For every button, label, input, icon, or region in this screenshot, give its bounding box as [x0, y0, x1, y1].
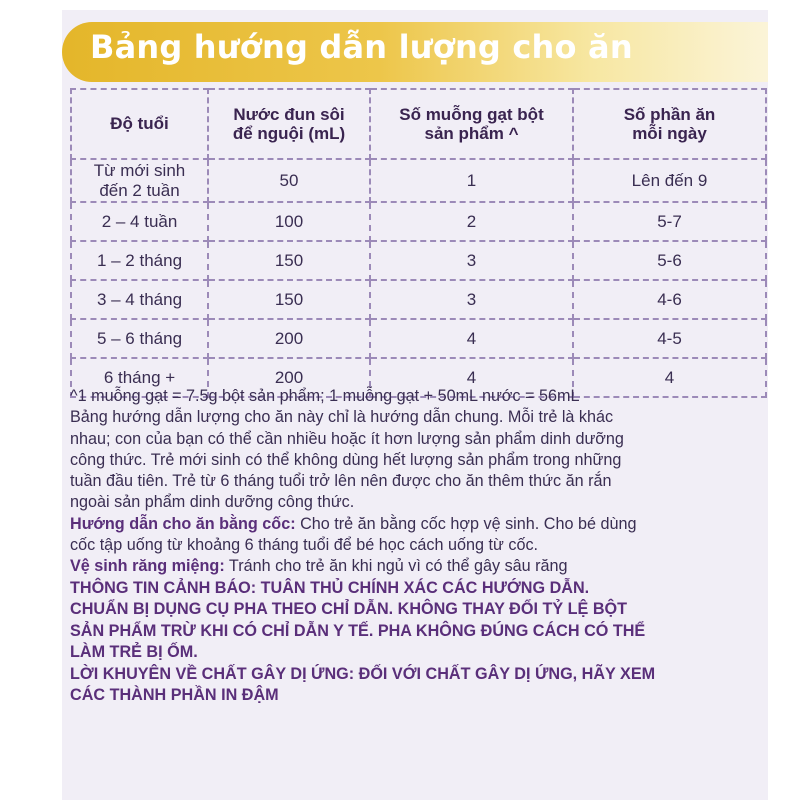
cell-feeds: 5-6: [573, 241, 766, 280]
cell-scoops: 1: [370, 159, 573, 202]
header-scoops: Số muỗng gạt bột sản phẩm ^: [370, 89, 573, 159]
cup-feeding-paragraph: Hướng dẫn cho ăn bằng cốc: Cho trẻ ăn bằng cốc hợp vệ sinh. Cho bé dùng cốc tập uống từ khoảng 6 tháng tuổi để bé học cách uống từ cốc.: [70, 514, 637, 555]
allergy-paragraph: LỜI KHUYÊN VỀ CHẤT GÂY DỊ ỨNG: ĐỐI VỚI CHẤT GÂY DỊ ỨNG, HÃY XEM CÁC THÀNH PHẦN IN ĐẬM: [70, 664, 656, 705]
cell-scoops: 3: [370, 280, 573, 319]
cell-water: 150: [208, 241, 370, 280]
header-age: Độ tuổi: [71, 89, 208, 159]
cup-feeding-label: Hướng dẫn cho ăn bằng cốc:: [70, 514, 296, 533]
cell-feeds: 4-6: [573, 280, 766, 319]
table-row: [71, 241, 766, 280]
oral-hygiene-label: Vệ sinh răng miệng:: [70, 557, 225, 576]
table-row: [71, 202, 766, 241]
cell-age: 6 tháng +: [71, 358, 208, 397]
cell-scoops: 3: [370, 241, 573, 280]
table-row: [71, 159, 766, 202]
scoop-note: ^1 muỗng gạt = 7.5g bột sản phẩm; 1 muỗng gạt + 50mL nước = 56mL: [70, 387, 580, 405]
header-feeds: Số phần ăn mỗi ngày: [573, 89, 766, 159]
cell-water: 100: [208, 202, 370, 241]
cell-feeds: 4-5: [573, 319, 766, 358]
cell-age: 1 – 2 tháng: [71, 241, 208, 280]
cell-water: 200: [208, 358, 370, 397]
page-title: Bảng hướng dẫn lượng cho ăn: [90, 28, 633, 66]
warning-paragraph: THÔNG TIN CẢNH BÁO: TUÂN THỦ CHÍNH XÁC CÁC HƯỚNG DẪN. CHUẨN BỊ DỤNG CỤ PHA THEO CHỈ DẪN. KHÔNG THAY ĐỔI TỶ LỆ BỘT SẢN PHẨM TRỪ KHI CÓ CHỈ DẪN Y TẾ. PHA KHÔNG ĐÚNG CÁCH CÓ THỂ LÀM TRẺ BỊ ỐM.: [70, 578, 646, 662]
cell-age: 3 – 4 tháng: [71, 280, 208, 319]
cell-water: 150: [208, 280, 370, 319]
cell-feeds: Lên đến 9: [573, 159, 766, 202]
instructions-text: [70, 386, 762, 707]
cell-feeds: 4: [573, 358, 766, 397]
oral-hygiene-paragraph: Vệ sinh răng miệng: Tránh cho trẻ ăn khi ngủ vì có thể gây sâu răng: [70, 557, 568, 576]
cell-age: Từ mới sinh đến 2 tuần: [71, 159, 208, 202]
cell-water: 200: [208, 319, 370, 358]
table-row: [71, 280, 766, 319]
cell-age: 5 – 6 tháng: [71, 319, 208, 358]
cell-scoops: 4: [370, 319, 573, 358]
cell-scoops: 4: [370, 358, 573, 397]
cell-age: 2 – 4 tuần: [71, 202, 208, 241]
table-row: [71, 319, 766, 358]
header-water: Nước đun sôi để nguội (mL): [208, 89, 370, 159]
cell-feeds: 5-7: [573, 202, 766, 241]
general-guidance: Bảng hướng dẫn lượng cho ăn này chỉ là hướng dẫn chung. Mỗi trẻ là khác nhau; con của bạn có thể cần nhiều hoặc ít hơn lượng sản phẩm dinh dưỡng công thức. Trẻ mới sinh có thể không dùng hết lượng sản phẩm trong những tuần đầu tiên. Trẻ từ 6 tháng tuổi trở lên nên được cho ăn thêm thức ăn rắn ngoài sản phẩm dinh dưỡng công thức.: [70, 408, 624, 512]
table-header-row: [71, 89, 766, 159]
cell-scoops: 2: [370, 202, 573, 241]
feeding-guide-table: [70, 88, 767, 398]
cell-water: 50: [208, 159, 370, 202]
